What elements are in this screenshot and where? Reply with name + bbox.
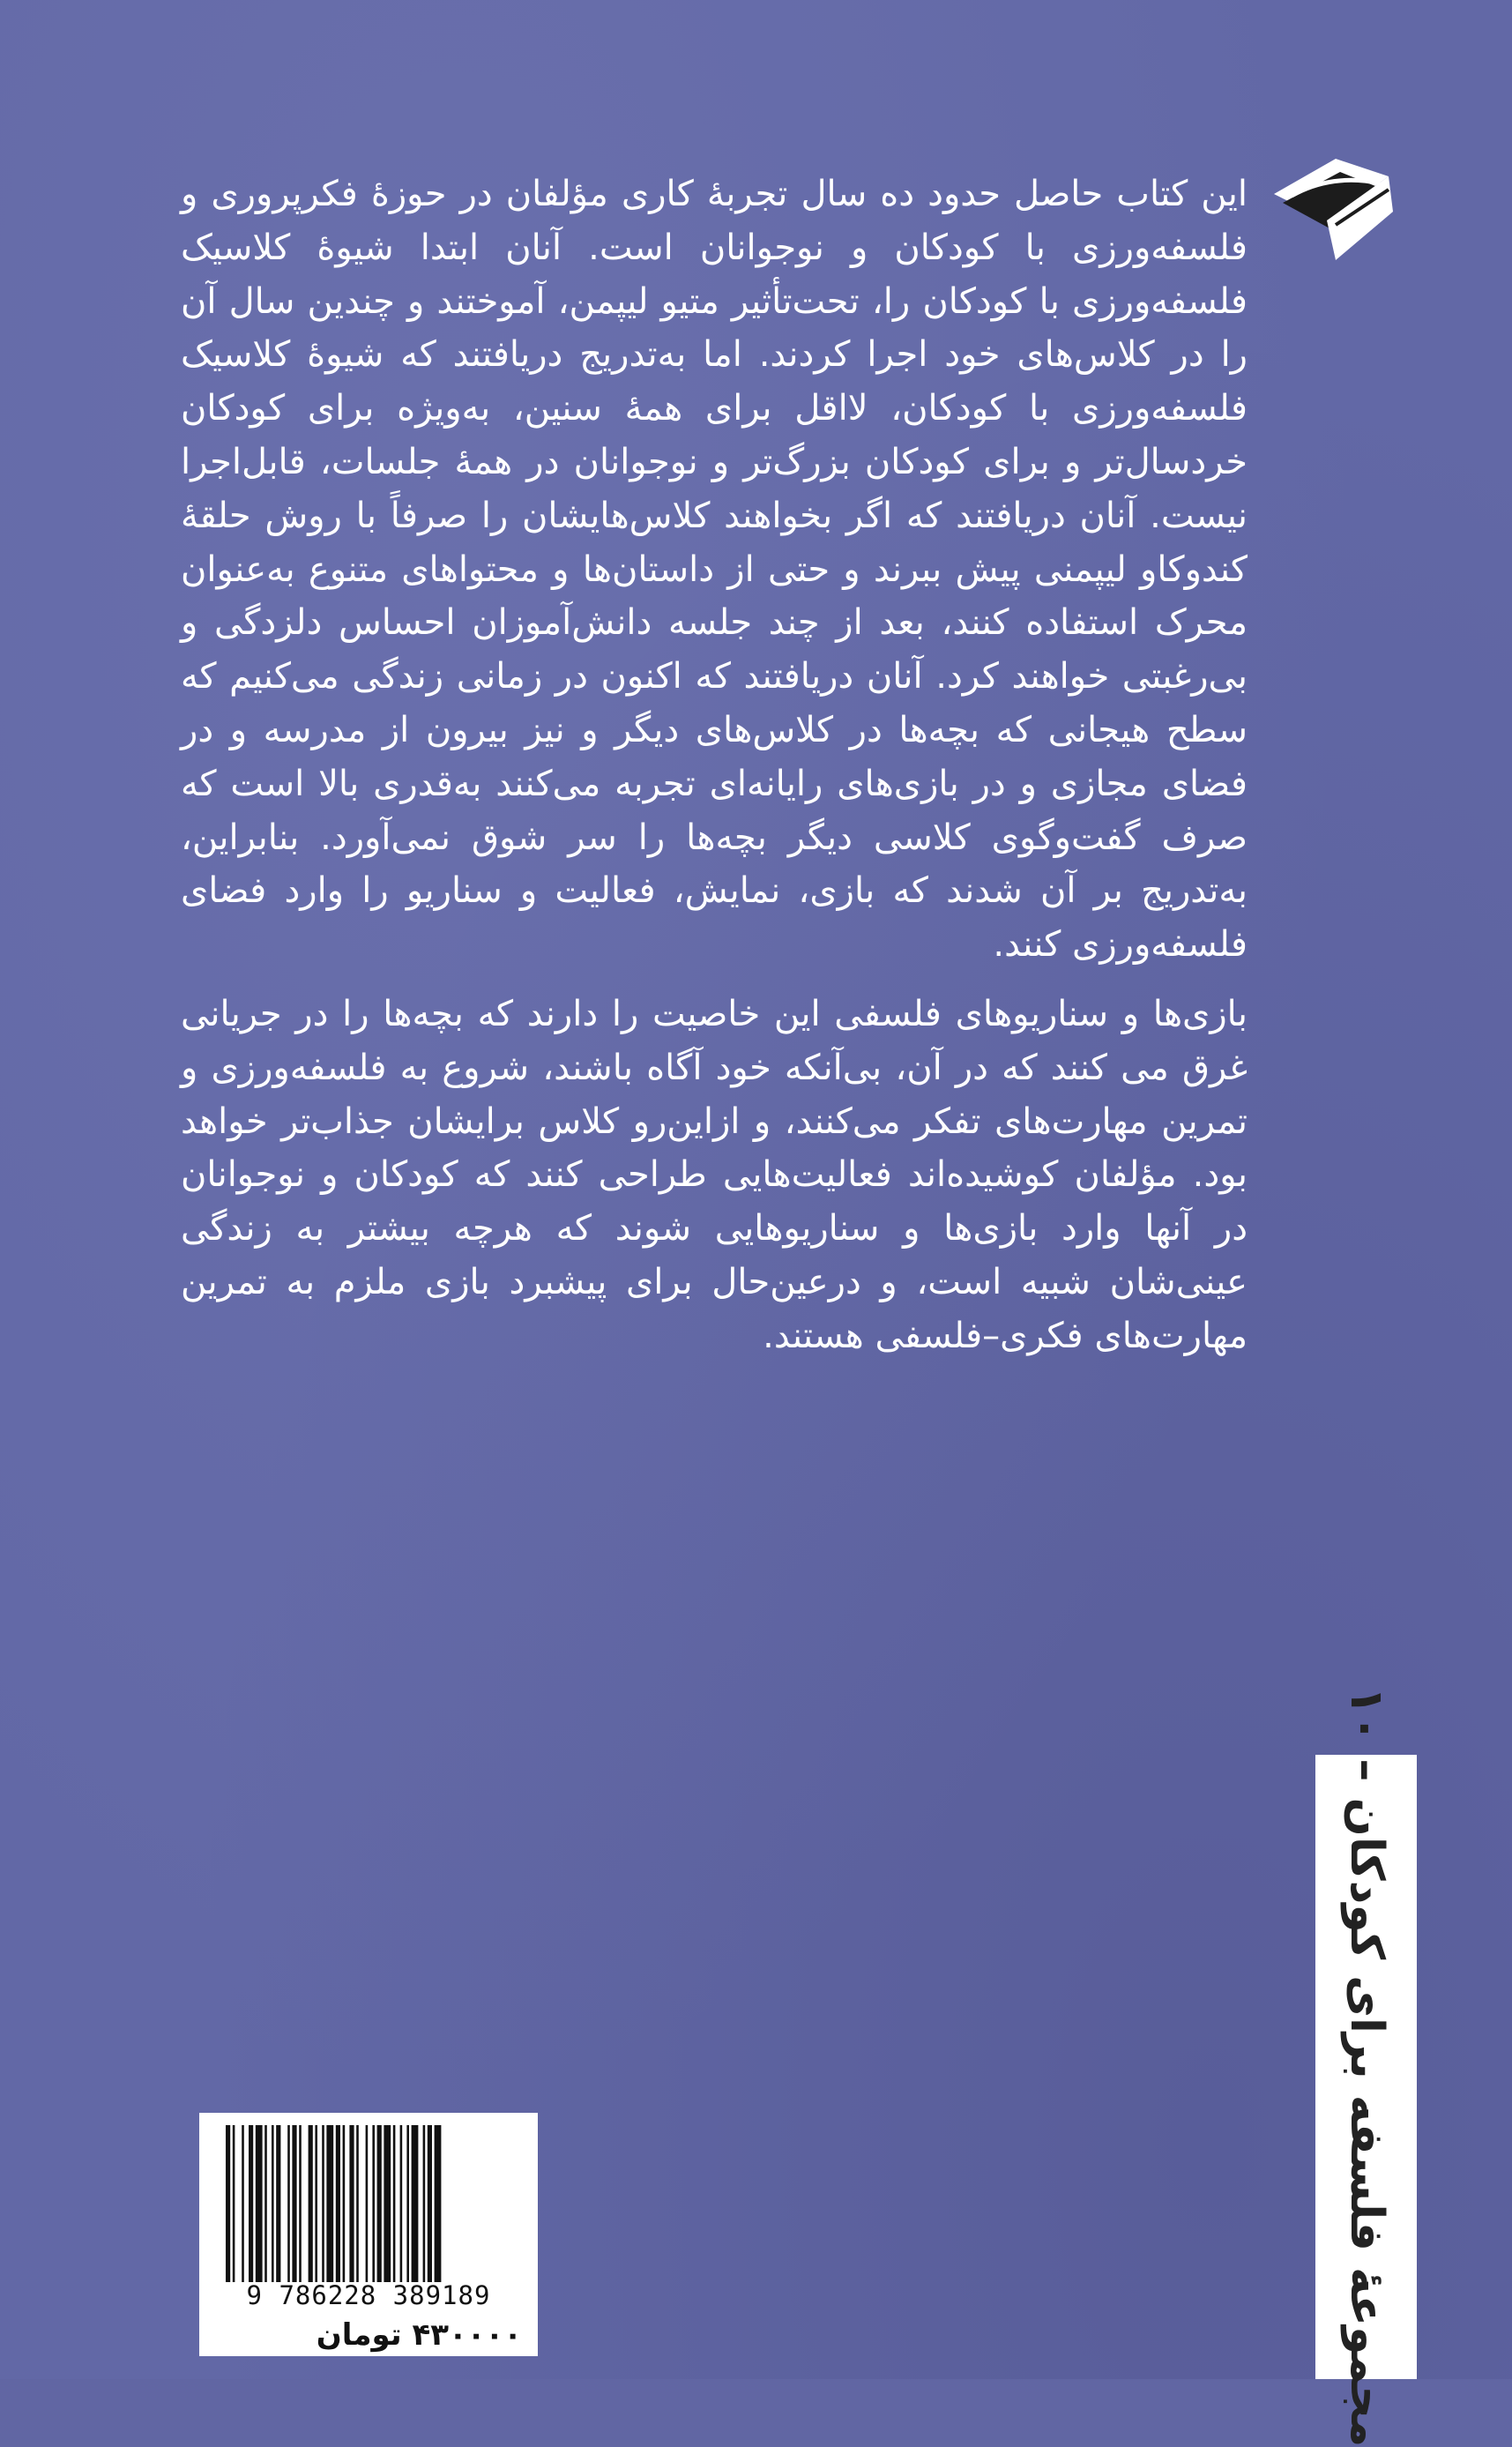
price-label: ۴۳۰۰۰۰ تومان	[316, 2317, 522, 2353]
isbn-number: 9 786228 389189	[246, 2280, 491, 2310]
series-label-box	[1315, 1686, 1417, 2447]
series-title: مجموعهٔ فلسفه برای کودکان – ۱۰	[1339, 1686, 1393, 2447]
blurb-text	[181, 168, 1248, 1379]
blurb-paragraph-2: بازی‌ها و سناریوهای فلسفی این خاصیت را دارند که بچه‌ها را در جریانی غرق می کنند که در آن، بی‌آنکه خود آگاه باشند، شروع به فلسفه‌ورزی و تمرین مهارت‌های تفکر می‌کنند، و ازاین‌رو کلاس برایشان جذاب‌تر خواهد بود. مؤلفان کوشیده‌اند فعالیت‌هایی طراحی کنند که کودکان و نوجوانان در آنها وارد بازی‌ها و سناریوهایی شوند که هرچه بیشتر به زندگی عینی‌شان شبیه است، و درعین‌حال برای پیشبرد بازی ملزم به تمرین مهارت‌های فکری‌–فلسفی هستند.	[181, 993, 1248, 1356]
publisher-logo-icon	[1265, 141, 1397, 265]
blurb-paragraph-1: این کتاب حاصل حدود ده سال تجربهٔ کاری مؤلفان در حوزهٔ فکرپروری و فلسفه‌ورزی با کودکان و نوجوانان است. آنان ابتدا شیوهٔ کلاسیک فلسفه‌ورزی با کودکان را، تحت‌تأثیر متیو لیپمن، آموختند و چندین سال آن را در کلاس‌های خود اجرا کردند. اما به‌تدریج دریافتند که شیوهٔ کلاسیک فلسفه‌ورزی با کودکان، لااقل برای همهٔ سنین، به‌ویژه برای کودکان خردسال‌تر و برای کودکان بزرگ‌تر و نوجوانان در همهٔ جلسات، قابل‌اجرا نیست. آنان دریافتند که اگر بخواهند کلاس‌هایشان را صرفاً با روش حلقهٔ کندوکاو لیپمنی پیش ببرند و حتی از داستان‌ها و محتواهای متنوع به‌عنوان محرک استفاده کنند، بعد از چند جلسه دانش‌آموزان احساس دلزدگی و بی‌رغبتی خواهند کرد. آنان دریافتند که اکنون در زمانی زندگی می‌کنیم که سطح هیجانی که بچه‌ها در کلاس‌های دیگر و نیز بیرون از مدرسه و در فضای مجازی و در بازی‌های رایانه‌ای تجربه می‌کنند به‌قدری بالا است که صرف گفت‌وگوی کلاسی دیگر بچه‌ها را سر شوق نمی‌آورد. بنابراین، به‌تدریج بر آن شدند که بازی، نمایش، فعالیت و سناریو را وارد فضای فلسفه‌ورزی کنند.	[181, 174, 1248, 966]
barcode-panel	[199, 2113, 538, 2356]
barcode-icon	[222, 2125, 513, 2282]
